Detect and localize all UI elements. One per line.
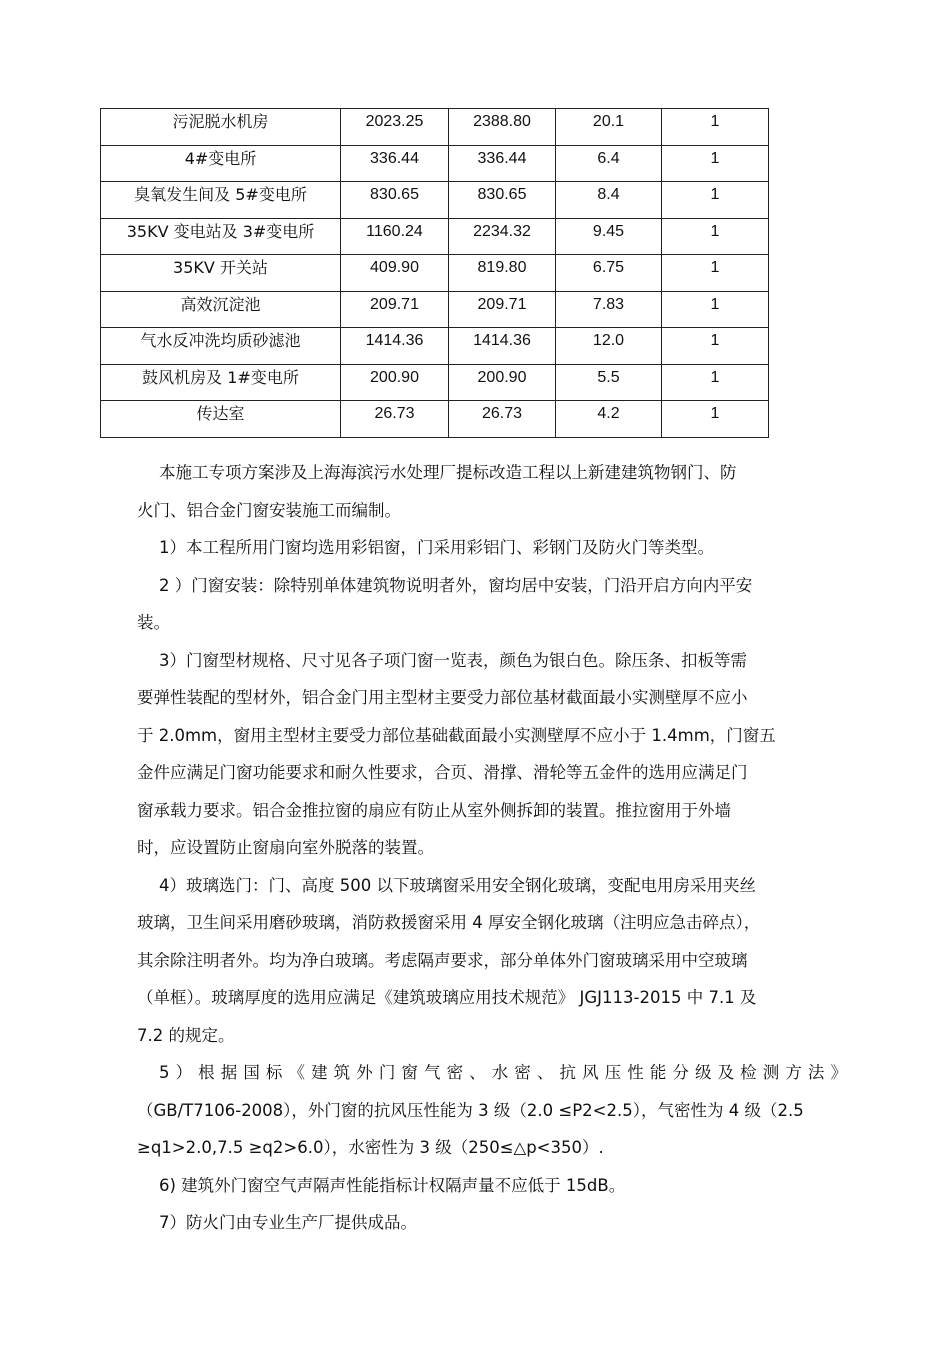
building-name-cell: 臭氧发生间及 5#变电所 <box>101 182 341 219</box>
area-cell: 336.44 <box>341 145 449 182</box>
total-area-cell: 2388.80 <box>449 109 556 146</box>
building-name-cell: 4#变电所 <box>101 145 341 182</box>
item-3-line: 要弹性装配的型材外，铝合金门用主型材主要受力部位基材截面最小实测壁厚不应小 <box>137 688 748 707</box>
intro-line: 本施工专项方案涉及上海海滨污水处理厂提标改造工程以上新建建筑物钢门、防 <box>159 463 737 482</box>
item-4-line: 玻璃，卫生间采用磨砂玻璃，消防救援窗采用 4 厚安全钢化玻璃（注明应急击碎点）， <box>137 913 761 932</box>
area-cell: 1160.24 <box>341 218 449 255</box>
item-5-line: 5）根据国标《建筑外门窗气密、水密、抗风压性能分级及检测方法》 <box>159 1063 847 1082</box>
count-cell: 1 <box>662 218 769 255</box>
count-cell: 1 <box>662 291 769 328</box>
building-table <box>100 108 769 438</box>
count-cell: 1 <box>662 182 769 219</box>
height-cell: 6.75 <box>556 255 662 292</box>
height-cell: 8.4 <box>556 182 662 219</box>
area-cell: 209.71 <box>341 291 449 328</box>
height-cell: 6.4 <box>556 145 662 182</box>
building-name-cell: 鼓风机房及 1#变电所 <box>101 364 341 401</box>
building-table-body <box>101 109 769 438</box>
area-cell: 200.90 <box>341 364 449 401</box>
total-area-cell: 26.73 <box>449 401 556 438</box>
height-cell: 9.45 <box>556 218 662 255</box>
count-cell: 1 <box>662 109 769 146</box>
item-2-line: 2 ）门窗安装：除特别单体建筑物说明者外，窗均居中安装，门沿开启方向内平安 <box>159 575 753 595</box>
item-5-line: ≥q1>2.0,7.5 ≥q2>6.0），水密性为 3 级（250≤△p<350）. <box>137 1138 604 1157</box>
item-3-line: 时，应设置防止窗扇向室外脱落的装置。 <box>137 838 434 857</box>
item-3-line: 金件应满足门窗功能要求和耐久性要求，合页、滑撑、滑轮等五金件的选用应满足门 <box>137 763 748 782</box>
total-area-cell: 209.71 <box>449 291 556 328</box>
building-name-cell: 传达室 <box>101 401 341 438</box>
area-cell: 830.65 <box>341 182 449 219</box>
item-6: 6) 建筑外门窗空气声隔声性能指标计权隔声量不应低于 15dB。 <box>159 1175 626 1195</box>
building-name-cell: 气水反冲洗均质砂滤池 <box>101 328 341 365</box>
building-name-cell: 高效沉淀池 <box>101 291 341 328</box>
intro-line: 火门、铝合金门窗安装施工而编制。 <box>137 500 401 520</box>
item-3-line: 于 2.0mm，窗用主型材主要受力部位基础截面最小实测壁厚不应小于 1.4mm，门窗五 <box>137 725 776 745</box>
item-4-line: 其余除注明者外。均为净白玻璃。考虑隔声要求，部分单体外门窗玻璃采用中空玻璃 <box>137 950 748 970</box>
total-area-cell: 819.80 <box>449 255 556 292</box>
count-cell: 1 <box>662 255 769 292</box>
building-name-cell: 35KV 开关站 <box>101 255 341 292</box>
total-area-cell: 830.65 <box>449 182 556 219</box>
count-cell: 1 <box>662 364 769 401</box>
table-row <box>101 182 769 219</box>
item-4-line: 4）玻璃选门：门、高度 500 以下玻璃窗采用安全钢化玻璃，变配电用房采用夹丝 <box>159 875 756 895</box>
building-name-cell: 污泥脱水机房 <box>101 109 341 146</box>
item-5-line: （GB/T7106-2008），外门窗的抗风压性能为 3 级（2.0 ≤P2<2.5），气密性为 4 级（2.5 <box>137 1100 804 1120</box>
item-2-line: 装。 <box>137 613 170 632</box>
total-area-cell: 336.44 <box>449 145 556 182</box>
total-area-cell: 200.90 <box>449 364 556 401</box>
height-cell: 7.83 <box>556 291 662 328</box>
area-cell: 2023.25 <box>341 109 449 146</box>
count-cell: 1 <box>662 145 769 182</box>
height-cell: 4.2 <box>556 401 662 438</box>
item-7: 7）防火门由专业生产厂提供成品。 <box>159 1213 417 1232</box>
count-cell: 1 <box>662 401 769 438</box>
table-row <box>101 401 769 438</box>
item-3-line: 窗承载力要求。铝合金推拉窗的扇应有防止从室外侧拆卸的装置。推拉窗用于外墙 <box>137 800 731 820</box>
height-cell: 12.0 <box>556 328 662 365</box>
body-text <box>137 454 847 1242</box>
area-cell: 26.73 <box>341 401 449 438</box>
total-area-cell: 1414.36 <box>449 328 556 365</box>
table-row <box>101 364 769 401</box>
building-name-cell: 35KV 变电站及 3#变电所 <box>101 218 341 255</box>
area-cell: 1414.36 <box>341 328 449 365</box>
table-row <box>101 145 769 182</box>
table-row <box>101 109 769 146</box>
item-4-line: 7.2 的规定。 <box>137 1025 235 1045</box>
count-cell: 1 <box>662 328 769 365</box>
table-row <box>101 255 769 292</box>
area-cell: 409.90 <box>341 255 449 292</box>
total-area-cell: 2234.32 <box>449 218 556 255</box>
height-cell: 5.5 <box>556 364 662 401</box>
table-row <box>101 218 769 255</box>
item-1: 1）本工程所用门窗均选用彩铝窗，门采用彩铝门、彩钢门及防火门等类型。 <box>159 538 714 557</box>
height-cell: 20.1 <box>556 109 662 146</box>
item-4-line: （单框）。玻璃厚度的选用应满足《建筑玻璃应用技术规范》 JGJ113-2015 中 7.1 及 <box>137 988 757 1007</box>
table-row <box>101 291 769 328</box>
item-3-line: 3）门窗型材规格、尺寸见各子项门窗一览表，颜色为银白色。除压条、扣板等需 <box>159 650 747 670</box>
table-row <box>101 328 769 365</box>
